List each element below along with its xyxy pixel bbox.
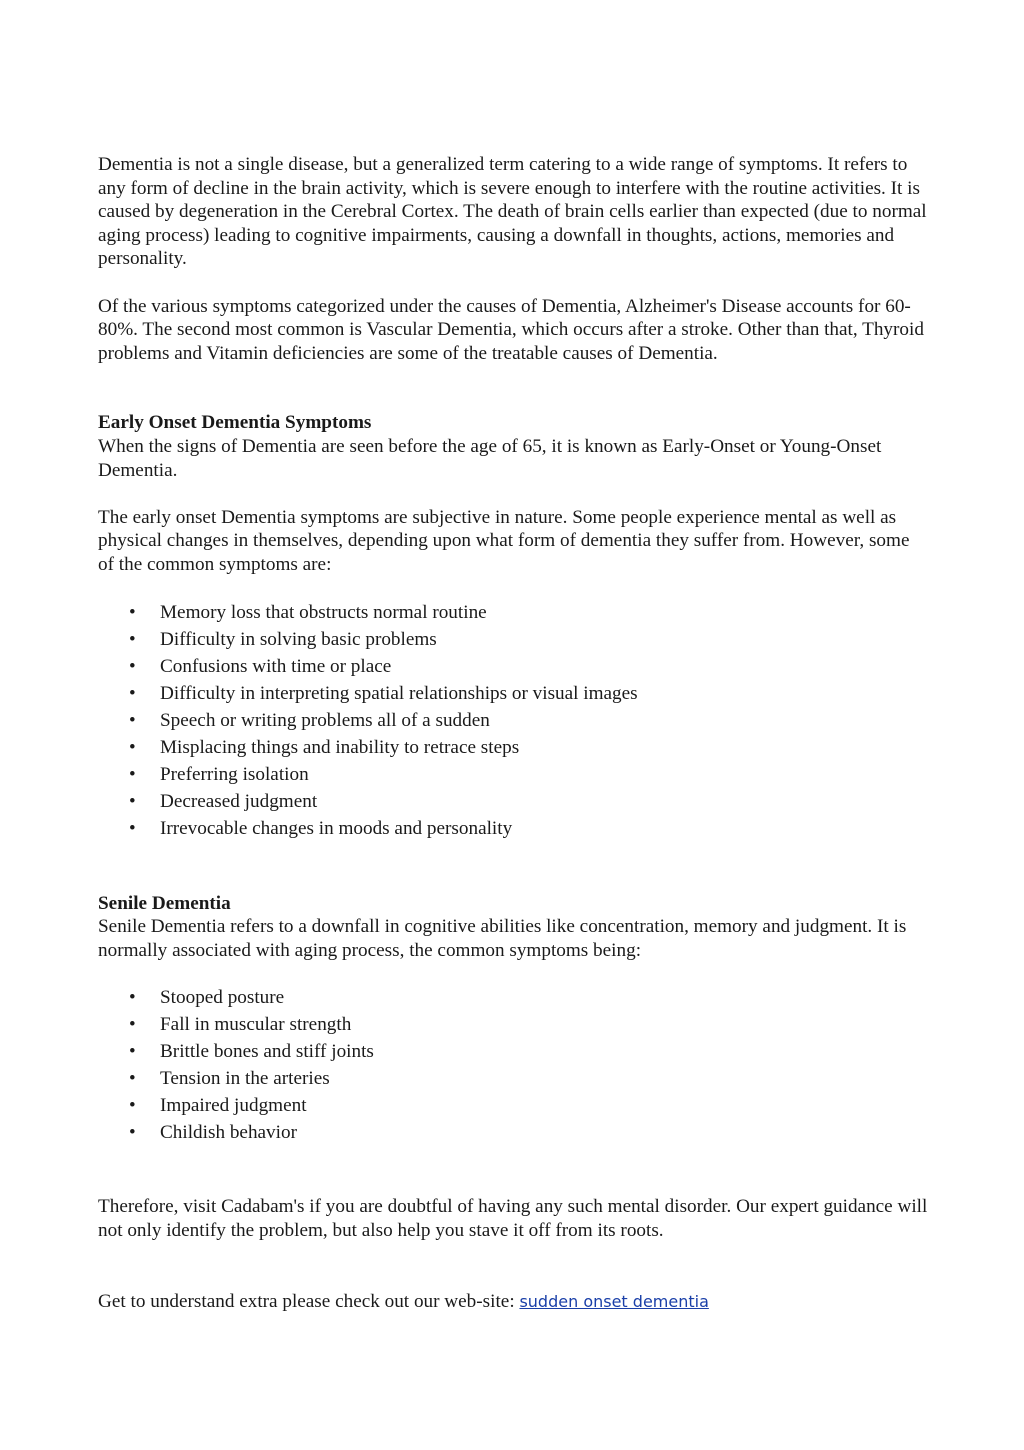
list-item: • Childish behavior <box>98 1119 928 1146</box>
list-item: • Difficulty in interpreting spatial relationships or visual images <box>98 680 928 707</box>
list-item: • Misplacing things and inability to retrace steps <box>98 734 928 761</box>
intro-paragraph-1: Dementia is not a single disease, but a generalized term catering to a wide range of symptoms. It refers to any form of decline in the brain activity, which is severe enough to interfere with the routine activities. It is caused by degeneration in the Cerebral Cortex. The death of brain cells earlier than expected (due to normal aging process) leading to cognitive impairments, causing a downfall in thoughts, actions, memories and personality. <box>98 154 927 270</box>
senile-paragraph-1: Senile Dementia refers to a downfall in cognitive abilities like concentration, memory and judgment. It is normally associated with aging process, the common symptoms being: <box>98 916 907 961</box>
list-item: • Impaired judgment <box>98 1092 928 1119</box>
list-item: • Memory loss that obstructs normal routine <box>98 599 928 626</box>
bullet-icon: • <box>129 1041 136 1063</box>
bullet-icon: • <box>129 763 136 785</box>
bullet-icon: • <box>129 1122 136 1144</box>
cta-text: Get to understand extra please check out our web-site: <box>98 1291 520 1313</box>
bullet-icon: • <box>129 709 136 731</box>
sudden-onset-dementia-link[interactable]: sudden onset dementia <box>519 1292 709 1312</box>
website-cta <box>98 1290 928 1314</box>
list-item: • Tension in the arteries <box>98 1065 928 1092</box>
senile-heading: Senile Dementia <box>98 892 231 914</box>
list-item: • Preferring isolation <box>98 761 928 788</box>
list-item: • Confusions with time or place <box>98 653 928 680</box>
list-item: • Fall in muscular strength <box>98 1011 928 1038</box>
bullet-icon: • <box>129 628 136 650</box>
document-page <box>98 153 928 1314</box>
closing-paragraph: Therefore, visit Cadabam's if you are doubtful of having any such mental disorder. Our expert guidance will not only identify the problem, but also help you stave it off from its roots. <box>98 1196 928 1241</box>
early-onset-paragraph-2: The early onset Dementia symptoms are subjective in nature. Some people experience mental as well as physical changes in themselves, depending upon what form of dementia they suffer from. However, some of the common symptoms are: <box>98 506 910 575</box>
bullet-icon: • <box>129 601 136 623</box>
list-item: • Brittle bones and stiff joints <box>98 1038 928 1065</box>
intro-paragraph-2: Of the various symptoms categorized under the causes of Dementia, Alzheimer's Disease accounts for 60-80%. The second most common is Vascular Dementia, which occurs after a stroke. Other than that, Thyroid problems and Vitamin deficiencies are some of the treatable causes of Dementia. <box>98 295 924 364</box>
early-onset-symptom-list <box>98 599 928 842</box>
bullet-icon: • <box>129 817 136 839</box>
bullet-icon: • <box>129 736 136 758</box>
list-item: • Stooped posture <box>98 984 928 1011</box>
list-item: • Speech or writing problems all of a sudden <box>98 707 928 734</box>
bullet-icon: • <box>129 1095 136 1117</box>
early-onset-heading: Early Onset Dementia Symptoms <box>98 412 372 434</box>
bullet-icon: • <box>129 655 136 677</box>
bullet-icon: • <box>129 682 136 704</box>
list-item: • Difficulty in solving basic problems <box>98 626 928 653</box>
list-item: • Irrevocable changes in moods and personality <box>98 815 928 842</box>
bullet-icon: • <box>129 1068 136 1090</box>
bullet-icon: • <box>129 790 136 812</box>
bullet-icon: • <box>129 1014 136 1036</box>
bullet-icon: • <box>129 987 136 1009</box>
list-item: • Decreased judgment <box>98 788 928 815</box>
senile-symptom-list <box>98 984 928 1146</box>
early-onset-paragraph-1: When the signs of Dementia are seen before the age of 65, it is known as Early-Onset or Young-Onset Dementia. <box>98 435 882 481</box>
